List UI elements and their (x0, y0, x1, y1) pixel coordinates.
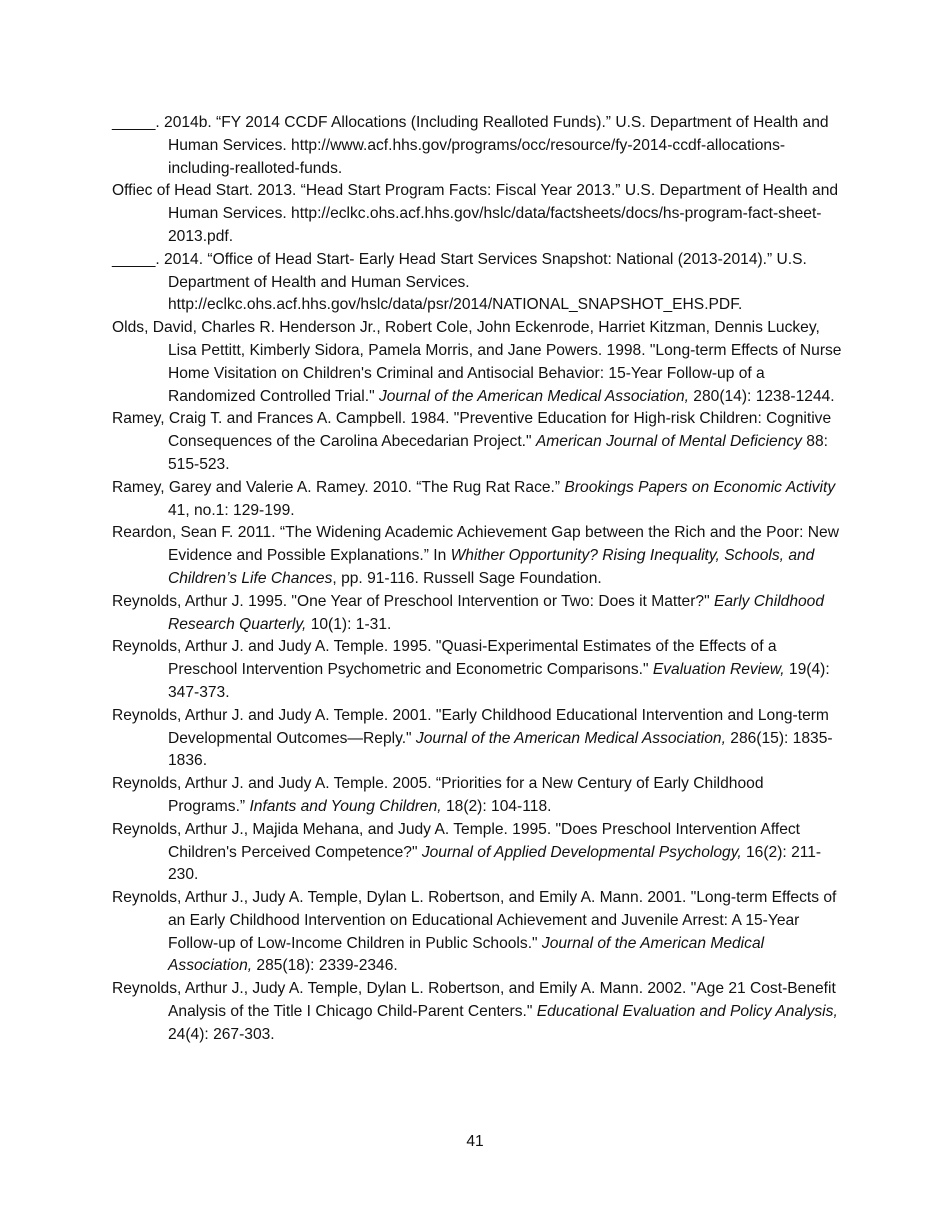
reference-entry (112, 180, 842, 248)
reference-details: 16(2): 211-230. (168, 843, 822, 884)
reference-text: Reynolds, Arthur J., Judy A. Temple, Dylan L. Robertson, and Emily A. Mann. 2001. "Long-term Effects of an Early Childhood Intervention on Educational Achievement and Juvenile Arrest: A 15-Year Follow-up of Low-Income Children in Public Schools." (112, 889, 837, 952)
page-number: 41 (466, 1133, 484, 1150)
reference-text: Offiec of Head Start. 2013. “Head Start Program Facts: Fiscal Year 2013.” U.S. Department of Health and Human Services. http://eclkc.ohs.acf.hhs.gov/hslc/data/factsheets/docs/hs-program-fact-sheet-2013.pdf. (112, 182, 839, 245)
reference-text: Reynolds, Arthur J., Judy A. Temple, Dylan L. Robertson, and Emily A. Mann. 2002. "Age 21 Cost-Benefit Analysis of the Title I Chicago Child-Parent Centers." (112, 980, 836, 1021)
reference-source: Educational Evaluation and Policy Analysis, (536, 1003, 838, 1021)
reference-source: Journal of the American Medical Association, (415, 729, 726, 747)
reference-source: American Journal of Mental Deficiency (535, 433, 802, 451)
reference-entry (112, 705, 842, 773)
reference-text: Reynolds, Arthur J. and Judy A. Temple. 2005. “Priorities for a New Century of Early Childhood Programs.” (112, 775, 764, 815)
reference-entry (112, 978, 842, 1046)
reference-details: 41, no.1: 129-199. (168, 501, 295, 519)
reference-source: Early Childhood Research Quarterly, (168, 592, 825, 633)
reference-text: Reynolds, Arthur J., Majida Mehana, and Judy A. Temple. 1995. "Does Preschool Intervention Affect Children's Perceived Competence?" (112, 820, 801, 861)
reference-source: Journal of Applied Developmental Psychology, (421, 843, 742, 861)
reference-entry (112, 112, 842, 180)
reference-source: Infants and Young Children, (249, 797, 442, 815)
reference-text: Reardon, Sean F. 2011. “The Widening Academic Achievement Gap between the Rich and the Poor: New Evidence and Possible Explanations.” In (112, 524, 839, 565)
reference-source: Journal of the American Medical Association, (168, 934, 765, 975)
reference-text: Ramey, Craig T. and Frances A. Campbell. 1984. "Preventive Education for High-risk Children: Cognitive Consequences of the Carolina Abecedarian Project." (112, 410, 832, 451)
reference-entry (112, 522, 842, 590)
reference-entry (112, 819, 842, 887)
reference-details: 10(1): 1-31. (306, 615, 392, 633)
reference-details: 280(14): 1238-1244. (688, 387, 835, 405)
reference-source: Whither Opportunity? Rising Inequality, Schools, and Children’s Life Chances (168, 547, 815, 587)
reference-text: Ramey, Garey and Valerie A. Ramey. 2010. “The Rug Rat Race.” (112, 478, 565, 496)
reference-entry (112, 591, 842, 637)
reference-details: 18(2): 104-118. (441, 797, 552, 815)
reference-source: Brookings Papers on Economic Activity (564, 478, 836, 496)
reference-entry (112, 317, 842, 408)
reference-entry (112, 408, 842, 476)
reference-details: 88: 515-523. (168, 433, 828, 473)
reference-entry (112, 636, 842, 704)
reference-entry (112, 477, 842, 523)
reference-source: Journal of the American Medical Association, (378, 387, 689, 405)
reference-list (112, 112, 842, 1047)
reference-details: 19(4): 347-373. (168, 661, 830, 701)
reference-text: Reynolds, Arthur J. 1995. "One Year of Preschool Intervention or Two: Does it Matter?" (112, 592, 714, 610)
reference-source: Evaluation Review, (652, 661, 785, 679)
reference-text: Reynolds, Arthur J. and Judy A. Temple. 2001. "Early Childhood Educational Intervention and Long-term Developmental Outcomes—Reply." (112, 706, 829, 747)
reference-text: _____. 2014. “Office of Head Start- Early Head Start Services Snapshot: National (2013-2014).” U.S. Department of Health and Human Services. (112, 250, 807, 291)
reference-details: 285(18): 2339-2346. (252, 957, 398, 975)
reference-details: , pp. 91-116. Russell Sage Foundation. (332, 569, 602, 587)
reference-text: Olds, David, Charles R. Henderson Jr., Robert Cole, John Eckenrode, Harriet Kitzman, Dennis Luckey, Lisa Pettitt, Kimberly Sidora, Pamela Morris, and Jane Powers. 1998. "Long-term Effects of Nurse Home Visitation on Children's Criminal and Antisocial Behavior: 15-Year Follow-up of a Randomized Controlled Trial." (112, 319, 842, 405)
reference-entry (112, 887, 842, 978)
reference-details: 24(4): 267-303. (168, 1025, 275, 1043)
reference-entry (112, 249, 842, 317)
reference-details: 286(15): 1835-1836. (168, 729, 833, 770)
reference-url: http://eclkc.ohs.acf.hhs.gov/hslc/data/psr/2014/NATIONAL_SNAPSHOT_EHS.PDF. (168, 296, 743, 314)
reference-text: Reynolds, Arthur J. and Judy A. Temple. 1995. "Quasi-Experimental Estimates of the Effects of a Preschool Intervention Psychometric and Econometric Comparisons." (112, 638, 777, 679)
reference-entry (112, 773, 842, 819)
reference-text: _____. 2014b. “FY 2014 CCDF Allocations (Including Realloted Funds).” U.S. Department of Health and Human Services. http://www.acf.hhs.gov/programs/occ/resource/fy-2014-ccdf-allocations-including-realloted-funds. (112, 114, 829, 177)
